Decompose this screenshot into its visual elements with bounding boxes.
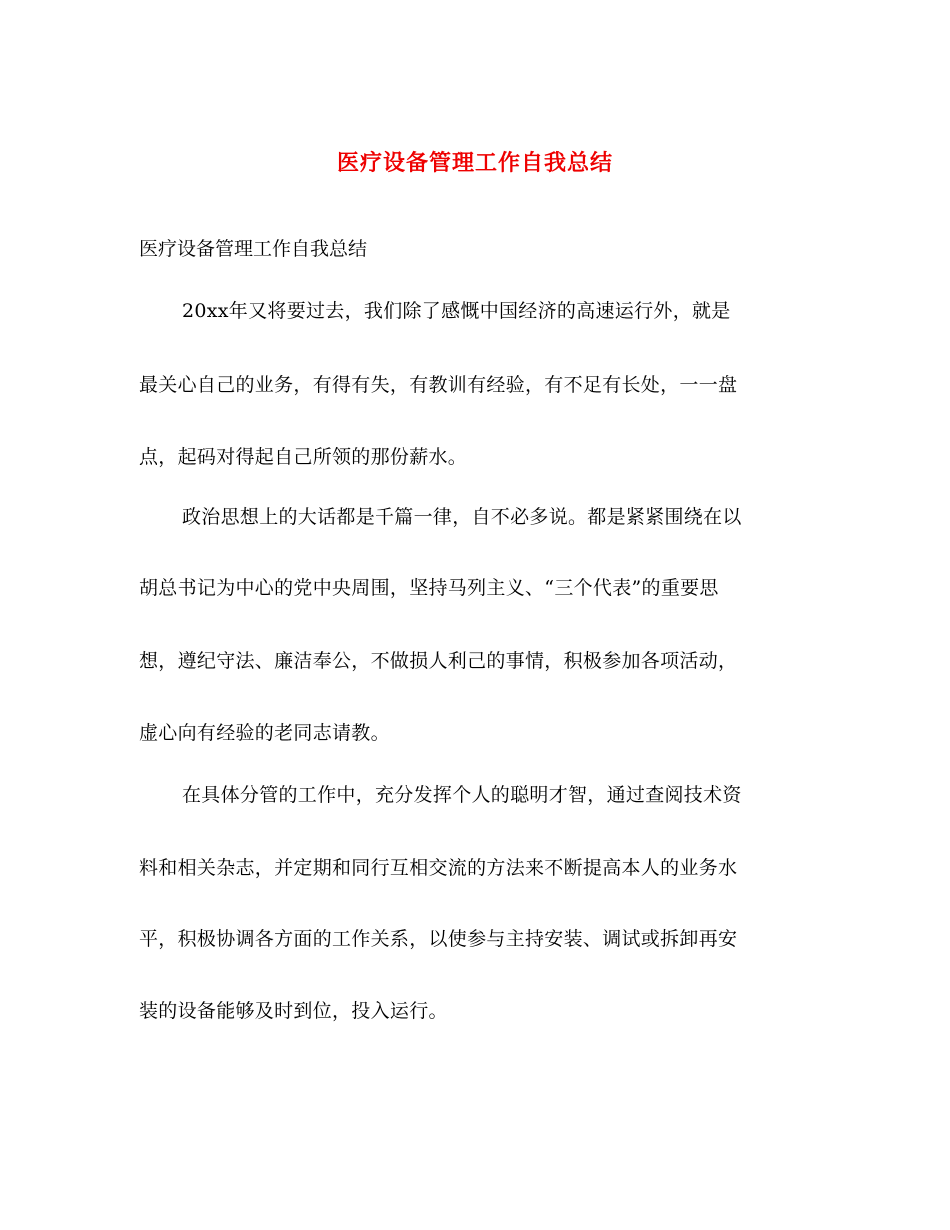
paragraph-2-line-3: 想，遵纪守法、廉洁奉公，不做损人利己的事情，积极参加各项活动， <box>139 650 738 672</box>
document-subtitle: 医疗设备管理工作自我总结 <box>139 238 368 260</box>
paragraph-2-line-4: 虚心向有经验的老同志请教。 <box>139 722 390 744</box>
paragraph-1-line-1: 20xx年又将要过去，我们除了感慨中国经济的高速运行外，就是 <box>182 300 731 322</box>
paragraph-2-line-1: 政治思想上的大话都是千篇一律，自不必多说。都是紧紧围绕在以 <box>182 506 742 528</box>
paragraph-2-line-2: 胡总书记为中心的党中央周围，坚持马列主义、“三个代表”的重要思 <box>139 577 719 599</box>
paragraph-1-line-3: 点，起码对得起自己所领的那份薪水。 <box>139 446 468 468</box>
paragraph-3-line-1: 在具体分管的工作中，充分发挥个人的聪明才智，通过查阅技术资 <box>182 784 742 806</box>
paragraph-3-line-3: 平，积极协调各方面的工作关系，以使参与主持安装、调试或拆卸再安 <box>139 928 738 950</box>
paragraph-3-line-2: 料和相关杂志，并定期和同行互相交流的方法来不断提高本人的业务水 <box>139 857 738 879</box>
paragraph-1-line-2: 最关心自己的业务，有得有失，有教训有经验，有不足有长处，一一盘 <box>139 374 738 396</box>
document-title: 医疗设备管理工作自我总结 <box>336 150 613 176</box>
paragraph-3-line-4: 装的设备能够及时到位，投入运行。 <box>139 1000 448 1022</box>
